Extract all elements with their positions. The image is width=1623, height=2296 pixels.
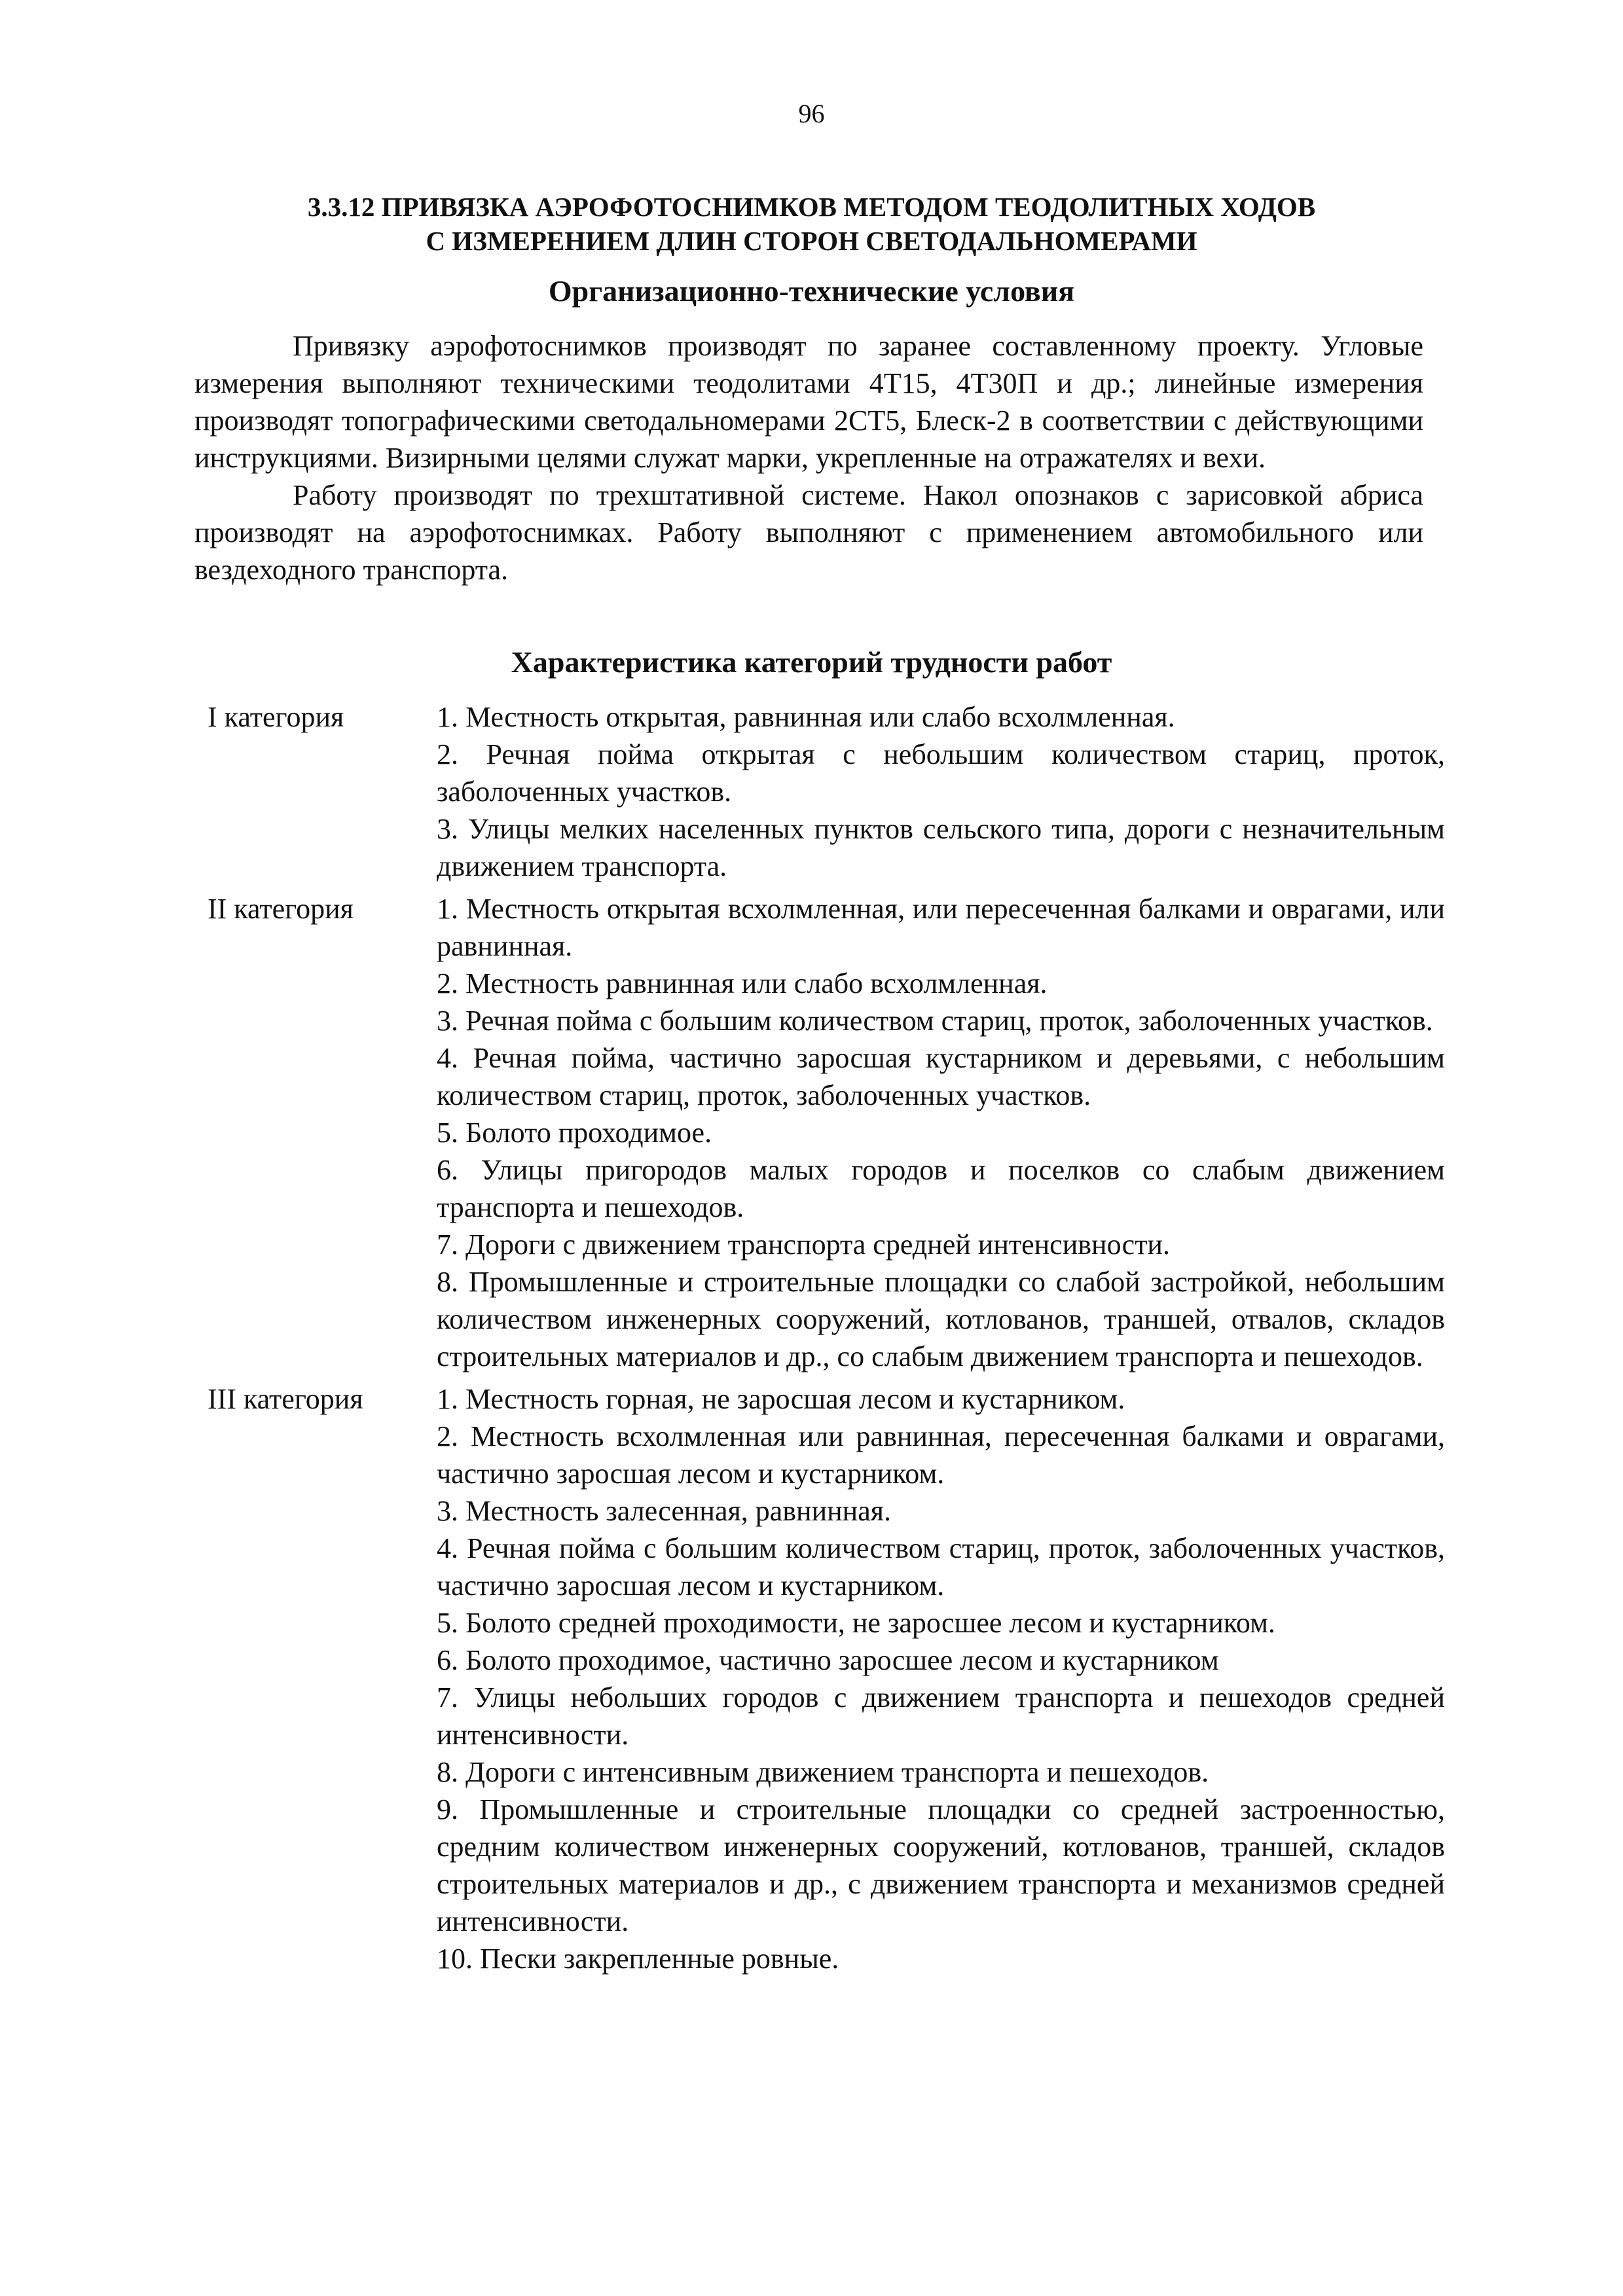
category-3 bbox=[194, 1380, 1445, 1977]
category-item: 5. Болото средней проходимости, не заросшее лесом и кустарником. bbox=[437, 1607, 1275, 1639]
category-item: 3. Речная пойма с большим количеством стариц, проток, заболоченных участков. bbox=[437, 1005, 1433, 1037]
section-title-line-1: 3.3.12 ПРИВЯЗКА АЭРОФОТОСНИМКОВ МЕТОДОМ ТЕОДОЛИТНЫХ ХОДОВ bbox=[307, 192, 1316, 222]
category-item: 2. Местность всхолмленная или равнинная, пересеченная балками и оврагами, частично заросшая лесом и кустарником. bbox=[437, 1420, 1445, 1490]
category-items bbox=[437, 1380, 1445, 1977]
category-item: 2. Местность равнинная или слабо всхолмленная. bbox=[437, 967, 1048, 999]
category-item: 6. Болото проходимое, частично заросшее лесом и кустарником bbox=[437, 1644, 1219, 1676]
org-paragraph-2: Работу производят по трехштативной системе. Накол опознаков с зарисовкой абриса производят на аэрофотоснимках. Работу выполняют с применением автомобильного или вездеходного транспорта. bbox=[194, 479, 1423, 586]
category-item: 8. Промышленные и строительные площадки со слабой застройкой, небольшим количеством инженерных сооружений, котлованов, траншей, отвалов, складов строительных материалов и др., со слабым движением транспорта и пешеходов. bbox=[437, 1266, 1445, 1372]
category-label: III категория bbox=[208, 1383, 363, 1415]
category-item: 7. Дороги с движением транспорта средней интенсивности. bbox=[437, 1229, 1170, 1261]
category-item: 7. Улицы небольших городов с движением транспорта и пешеходов средней интенсивности. bbox=[437, 1681, 1445, 1751]
section-title-line-2: С ИЗМЕРЕНИЕМ ДЛИН СТОРОН СВЕТОДАЛЬНОМЕРАМИ bbox=[426, 226, 1197, 256]
category-item: 3. Местность залесенная, равнинная. bbox=[437, 1495, 891, 1527]
category-item: 1. Местность горная, не заросшая лесом и кустарником. bbox=[437, 1383, 1125, 1415]
org-paragraph-1: Привязку аэрофотоснимков производят по заранее составленному проекту. Угловые измерения выполняют техническими теодолитами 4Т15, 4Т30П и др.; линейные измерения производят топографическими светодальномерами 2СТ5, Блеск-2 в соответствии с действующими инструкциями. Визирными целями служат марки, укрепленные на отражателях и вехи. bbox=[194, 330, 1423, 474]
difficulty-heading: Характеристика категорий трудности работ bbox=[511, 645, 1112, 679]
category-1 bbox=[194, 698, 1445, 885]
category-item: 4. Речная пойма с большим количеством стариц, проток, заболоченных участков, частично заросшая лесом и кустарником. bbox=[437, 1532, 1445, 1602]
category-label: I категория bbox=[208, 701, 344, 733]
org-conditions-body bbox=[194, 327, 1423, 588]
category-2 bbox=[194, 890, 1445, 1375]
category-item: 1. Местность открытая всхолмленная, или пересеченная балками и оврагами, или равнинная. bbox=[437, 893, 1445, 962]
page-number: 96 bbox=[798, 99, 825, 128]
category-item: 6. Улицы пригородов малых городов и поселков со слабым движением транспорта и пешеходов. bbox=[437, 1154, 1445, 1223]
category-label: II категория bbox=[208, 893, 354, 925]
category-item: 1. Местность открытая, равнинная или слабо всхолмленная. bbox=[437, 701, 1175, 733]
category-item: 8. Дороги с интенсивным движением транспорта и пешеходов. bbox=[437, 1756, 1209, 1788]
category-item: 9. Промышленные и строительные площадки со средней застроенностью, средним количеством инженерных сооружений, котлованов, траншей, складов строительных материалов и др., с движением транспорта и механизмов средней интенсивности. bbox=[437, 1793, 1445, 1937]
section-title bbox=[0, 190, 1623, 258]
category-item: 4. Речная пойма, частично заросшая кустарником и деревьями, с небольшим количеством стариц, проток, заболоченных участков. bbox=[437, 1042, 1445, 1111]
difficulty-categories bbox=[194, 698, 1445, 1982]
category-items bbox=[437, 890, 1445, 1375]
category-items bbox=[437, 698, 1445, 885]
org-conditions-heading: Организационно-технические условия bbox=[548, 274, 1075, 308]
category-item: 10. Пески закрепленные ровные. bbox=[437, 1943, 839, 1975]
category-item: 5. Болото проходимое. bbox=[437, 1117, 712, 1149]
category-item: 2. Речная пойма открытая с небольшим количеством стариц, проток, заболоченных участков. bbox=[437, 738, 1445, 808]
category-item: 3. Улицы мелких населенных пунктов сельского типа, дороги с незначительным движением транспорта. bbox=[437, 813, 1445, 882]
